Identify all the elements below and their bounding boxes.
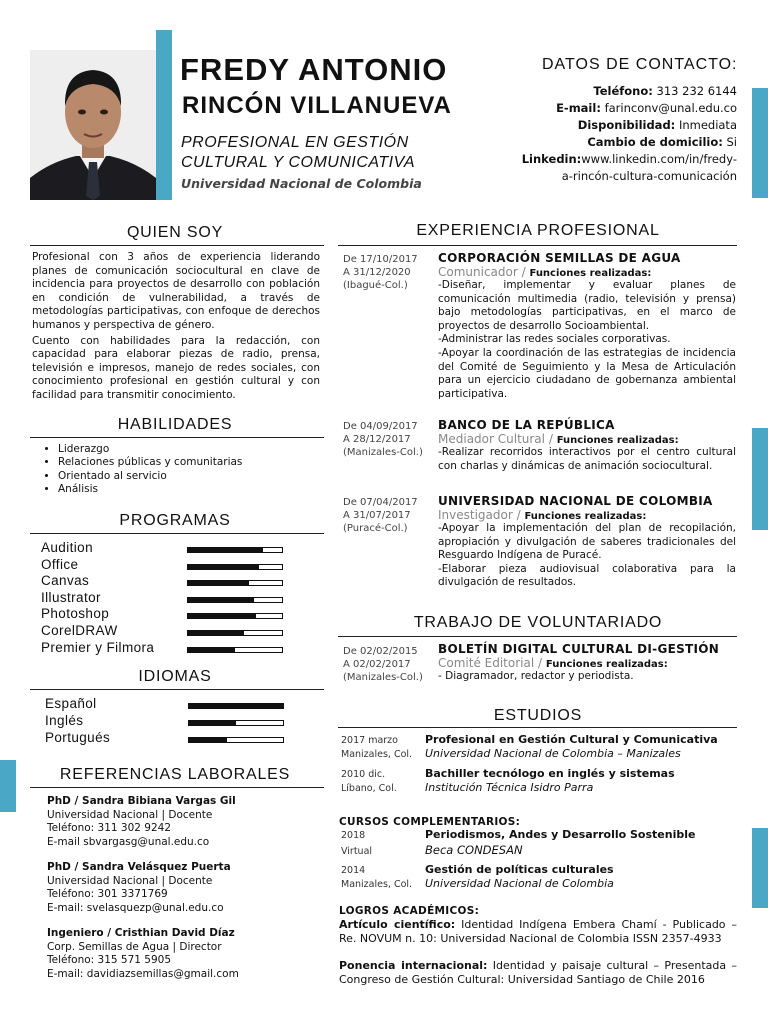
contact-phone: Teléfono: 313 232 6144	[593, 84, 737, 98]
skills-rule	[30, 437, 324, 438]
volunteer-entry	[438, 642, 736, 684]
job-entry	[438, 494, 736, 590]
skill-item: • Análisis	[58, 483, 242, 496]
job-org: CORPORACIÓN SEMILLAS DE AGUA	[438, 251, 681, 265]
contact-block	[522, 83, 737, 185]
languages-title: IDIOMAS	[138, 668, 212, 685]
level-label: CorelDRAW	[41, 623, 118, 638]
reference-email[interactable]: E-mail: davidiazsemillas@gmail.com	[47, 967, 239, 980]
course-place: Manizales, Col.	[341, 879, 413, 890]
skill-item: • Liderazgo	[58, 443, 242, 456]
studies-rule	[338, 727, 737, 728]
job-desc: -Realizar recorridos interactivos por el centro cultural con charlas y dinámicas de animación sociocultural.	[438, 446, 736, 472]
study-institution: Universidad Nacional de Colombia – Manizales	[425, 747, 681, 760]
level-bar	[188, 737, 284, 743]
reference-phone: Teléfono: 311 302 9242	[47, 822, 172, 834]
reference-item	[47, 861, 239, 915]
achievement-article: Artículo científico: Identidad Indígena Embera Chamí - Publicado – Re. NOVUM n. 10: Universidad Nacional de Colombia ISSN 2357-4933	[339, 918, 738, 945]
last-name: RINCÓN VILLANUEVA	[182, 92, 452, 119]
job-entry	[438, 418, 736, 473]
level-bar-fill	[189, 721, 236, 725]
course-date: 2018	[341, 830, 366, 841]
level-bar-fill	[188, 548, 263, 552]
volunteer-rule	[338, 636, 737, 637]
reference-phone: Teléfono: 315 571 5905	[47, 954, 172, 966]
accent-bar-right-1	[752, 88, 768, 198]
level-bar-fill	[189, 738, 227, 742]
achievement-talk: Ponencia internacional: Identidad y paisaje cultural – Presentada – Congreso de Gestión Cultural: Universidad Santiago de Chile 2016	[339, 959, 737, 986]
skills-title: HABILIDADES	[117, 416, 233, 433]
study-degree: Bachiller tecnólogo en inglés y sistemas	[425, 767, 675, 780]
references-title: REFERENCIAS LABORALES	[59, 766, 291, 783]
reference-org: Corp. Semillas de Agua | Director	[47, 940, 222, 953]
job-dates: De 04/09/2017 A 28/12/2017 (Manizales-Col.)	[343, 421, 423, 458]
level-bar	[187, 564, 283, 570]
about-title: QUIEN SOY	[126, 224, 224, 241]
level-label: Photoshop	[41, 606, 110, 622]
level-bar-fill	[188, 648, 235, 652]
level-bar-fill	[188, 598, 254, 602]
job-desc: -Apoyar la implementación del plan de recopilación, apropiación y divulgación de saberes tradicionales del Resguardo Indígena de Puracé. -Elaborar pieza audiovisual colaborativa para la divulgación de resultados.	[438, 522, 736, 589]
programs-title: PROGRAMAS	[119, 512, 231, 529]
about-text	[32, 251, 320, 403]
course-name: Gestión de políticas culturales	[425, 863, 614, 876]
person-portrait-icon	[30, 50, 156, 200]
experience-rule	[338, 245, 737, 246]
job-desc: -Diseñar, implementar y evaluar planes de comunicación multimedia (radio, televisión y prensa) bajo metodologías participativas, en el marco de proyectos de desarrollo Socioambiental. -Administrar las redes sociales corporativas. -Apoyar la coordinación de las estrategias de incidencia del Comité de Seguimiento y la Mesa de Articulación para un ejercicio ciudadano de gobernanza ambiental participativa.	[438, 279, 736, 400]
contact-linkedin: Linkedin:www.linkedin.com/in/fredy-	[521, 152, 737, 166]
reference-email[interactable]: E-mail sbvargasg@unal.edu.co	[47, 835, 210, 848]
courses-title: CURSOS COMPLEMENTARIOS:	[339, 816, 521, 828]
volunteer-dates: De 02/02/2015 A 02/02/2017 (Manizales-Col.)	[343, 646, 423, 683]
accent-bar-left	[0, 760, 16, 812]
level-label: Portugués	[45, 729, 111, 745]
volunteer-title: TRABAJO DE VOLUNTARIADO	[413, 614, 663, 631]
level-bar	[187, 547, 283, 553]
studies-title: ESTUDIOS	[493, 707, 583, 724]
contact-availability: Disponibilidad: Inmediata	[577, 118, 737, 132]
study-place: Manizales, Col.	[341, 749, 413, 760]
about-rule	[30, 245, 324, 246]
level-bar-fill	[188, 614, 256, 618]
job-dates: De 17/10/2017 A 31/12/2020 (Ibagué-Col.)	[343, 254, 418, 291]
course-institution: Beca CONDESAN	[425, 843, 523, 857]
reference-org: Universidad Nacional | Docente	[47, 874, 213, 887]
experience-title: EXPERIENCIA PROFESIONAL	[416, 222, 660, 239]
skills-list	[44, 443, 242, 497]
volunteer-org: BOLETÍN DIGITAL CULTURAL DI-GESTIÓN	[438, 642, 720, 656]
profession-line-2: CULTURAL Y COMUNICATIVA	[181, 154, 416, 171]
course-institution: Universidad Nacional de Colombia	[425, 877, 614, 890]
job-org: BANCO DE LA REPÚBLICA	[438, 418, 615, 432]
achievements-title: LOGROS ACADÉMICOS:	[339, 905, 480, 917]
level-label: Office	[41, 556, 79, 572]
job-org: UNIVERSIDAD NACIONAL DE COLOMBIA	[438, 494, 713, 508]
reference-org: Universidad Nacional | Docente	[47, 808, 213, 821]
profile-photo	[30, 50, 156, 200]
level-label: Canvas	[41, 573, 90, 589]
level-label: Illustrator	[41, 589, 101, 605]
references-rule	[30, 787, 324, 788]
course-date: 2014	[341, 865, 366, 876]
reference-name: PhD / Sandra Velásquez Puerta	[47, 861, 231, 873]
reference-email[interactable]: E-mail: svelasquezp@unal.edu.co	[47, 901, 224, 914]
level-bar	[187, 630, 283, 636]
contact-move: Cambio de domicilio: Si	[587, 135, 737, 149]
course-place: Virtual	[341, 846, 373, 857]
level-bar-fill	[188, 565, 259, 569]
level-bar	[188, 703, 284, 709]
course-name: Periodismos, Andes y Desarrollo Sostenible	[425, 828, 696, 841]
job-role: Mediador Cultural / Funciones realizadas:	[438, 432, 679, 446]
accent-bar-header	[156, 30, 172, 200]
references-list	[47, 795, 239, 981]
about-paragraph-2: Cuento con habilidades para la redacción, con capacidad para elaborar piezas de radio, prensa, televisión e impresos, manejo de redes sociales, con conocimiento profesional en gestión cultural y con facilidad para transmitir conocimiento.	[32, 334, 320, 401]
reference-name: Ingeniero / Cristhian David Díaz	[47, 927, 235, 939]
job-entry	[438, 251, 736, 401]
level-bar	[187, 647, 283, 653]
contact-title: DATOS DE CONTACTO:	[542, 56, 738, 73]
skill-item: • Orientado al servicio	[58, 470, 242, 483]
accent-bar-right-3	[752, 828, 768, 908]
study-date: 2010 dic.	[341, 769, 386, 780]
study-degree: Profesional en Gestión Cultural y Comunicativa	[425, 733, 718, 746]
job-role: Investigador / Funciones realizadas:	[438, 508, 647, 522]
job-dates: De 07/04/2017 A 31/07/2017 (Puracé-Col.)	[343, 497, 418, 534]
languages-rule	[30, 689, 324, 690]
level-bar	[188, 720, 284, 726]
volunteer-role: Comité Editorial / Funciones realizadas:	[438, 656, 668, 670]
study-date: 2017 marzo	[341, 735, 398, 746]
job-role: Comunicador / Funciones realizadas:	[438, 265, 652, 279]
level-bar-fill	[188, 631, 244, 635]
volunteer-desc: - Diagramador, redactor y periodista.	[438, 670, 634, 682]
reference-item	[47, 795, 239, 849]
reference-item	[47, 927, 239, 981]
level-bar-fill	[189, 704, 283, 708]
skill-item: • Relaciones públicas y comunitarias	[58, 456, 242, 469]
reference-name: PhD / Sandra Bibiana Vargas Gil	[47, 795, 236, 807]
level-label: Inglés	[45, 712, 84, 728]
level-bar	[187, 580, 283, 586]
contact-linkedin-2[interactable]: a-rincón-cultura-comunicación	[561, 169, 737, 183]
programs-rule	[30, 533, 324, 534]
level-bar	[187, 597, 283, 603]
first-name: FREDY ANTONIO	[180, 52, 448, 87]
header-university: Universidad Nacional de Colombia	[181, 176, 422, 191]
reference-phone: Teléfono: 301 3371769	[47, 888, 168, 900]
study-institution: Institución Técnica Isidro Parra	[425, 781, 594, 794]
profession-line-1: PROFESIONAL EN GESTIÓN	[181, 134, 409, 151]
accent-bar-right-2	[752, 428, 768, 530]
level-label: Español	[45, 696, 97, 711]
about-paragraph-1: Profesional con 3 años de experiencia liderando planes de comunicación sociocultural en clave de incidencia para proyectos de desarrollo con población en condición de vulnerabilidad, a través de metodologías participativas, con enfoque de derechos humanos y perspectiva de género.	[32, 251, 320, 331]
study-place: Líbano, Col.	[341, 783, 397, 794]
level-label: Premier y Filmora	[41, 639, 155, 655]
level-bar-fill	[188, 581, 249, 585]
contact-email: E-mail: farinconv@unal.edu.co	[556, 101, 737, 115]
level-label: Audition	[41, 540, 93, 555]
level-bar	[187, 613, 283, 619]
